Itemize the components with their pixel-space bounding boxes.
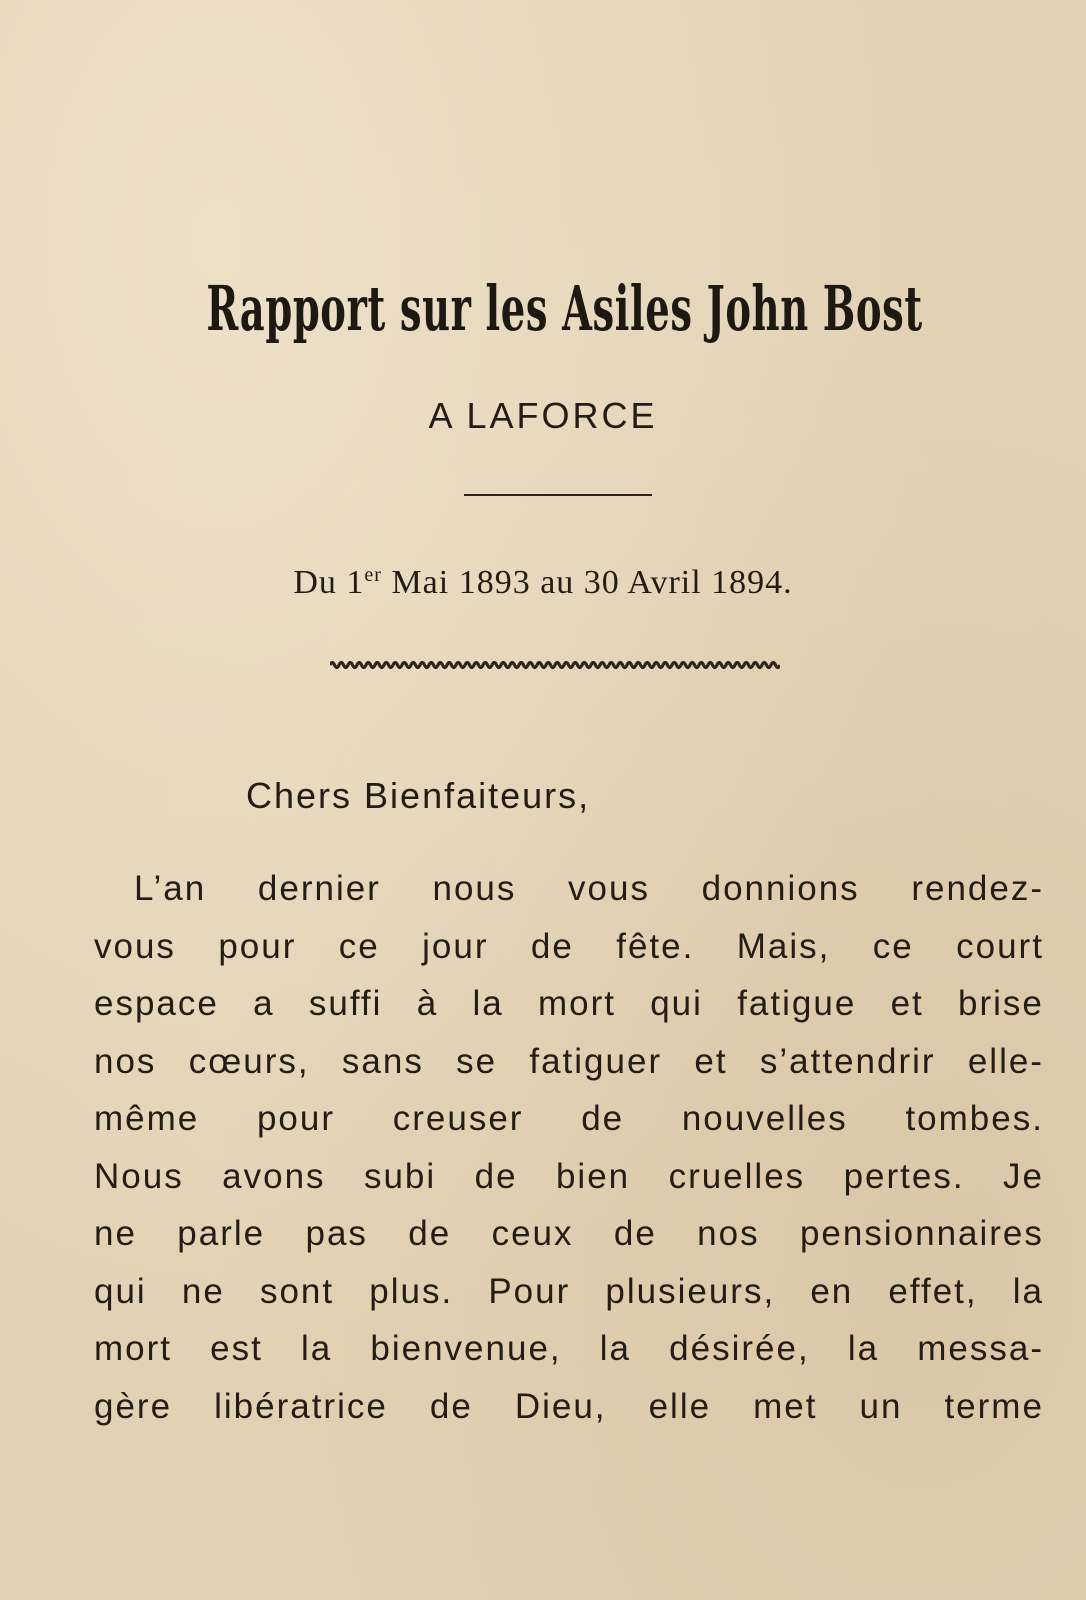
word: et <box>694 1041 728 1081</box>
word: suffi <box>308 984 383 1023</box>
word: fête. <box>616 926 695 966</box>
word: jour <box>422 926 489 966</box>
text-line <box>94 1320 1044 1378</box>
word: ne <box>94 1214 137 1253</box>
text-line <box>94 1378 1044 1436</box>
word: la <box>847 1329 880 1368</box>
word: cœurs, <box>188 1041 310 1081</box>
word: pensionnaires <box>799 1214 1044 1253</box>
word: L’an <box>134 869 207 908</box>
word: pertes. <box>843 1156 965 1196</box>
word: parle <box>177 1214 266 1253</box>
word: en <box>810 1271 854 1311</box>
date-range <box>0 566 1086 600</box>
word: de <box>429 1386 473 1426</box>
word: plusieurs, <box>605 1271 776 1311</box>
word: désirée, <box>669 1329 810 1368</box>
word: elle <box>648 1386 712 1426</box>
word: sans <box>341 1041 424 1081</box>
text-line <box>94 1033 1044 1091</box>
word: Mais, <box>736 926 831 966</box>
word: vous <box>568 869 650 908</box>
word: et <box>890 984 924 1023</box>
word: bienvenue, <box>370 1329 562 1368</box>
word: dernier <box>257 869 381 908</box>
divider-rule <box>464 494 652 496</box>
word: la <box>1012 1271 1044 1311</box>
word: ce <box>872 926 914 966</box>
word: brise <box>958 984 1044 1023</box>
word: la <box>472 984 504 1023</box>
word: libératrice <box>214 1386 388 1426</box>
word: vous <box>94 926 176 966</box>
word: donnions <box>701 869 860 908</box>
word: qui <box>94 1271 147 1311</box>
word: de <box>581 1099 625 1138</box>
word: de <box>530 926 574 966</box>
word: rendez- <box>911 869 1044 908</box>
word: de <box>474 1156 518 1196</box>
text-line <box>94 1090 1044 1148</box>
page-title: Rapport sur les Asiles John Bost <box>206 272 923 345</box>
text-line <box>94 1263 1044 1321</box>
word: fatigue <box>737 984 857 1023</box>
word: bien <box>555 1156 631 1196</box>
word: nos <box>94 1041 157 1081</box>
word: effet, <box>888 1271 978 1311</box>
word: sont <box>259 1271 335 1311</box>
date-range-prefix: Du 1 <box>293 564 365 601</box>
word: subi <box>363 1156 437 1196</box>
date-range-superscript: er <box>364 564 382 586</box>
word: se <box>456 1041 498 1081</box>
word: court <box>956 926 1044 966</box>
word: nos <box>697 1214 760 1253</box>
word: un <box>859 1386 903 1426</box>
word: de <box>613 1214 657 1253</box>
word: espace <box>94 984 219 1023</box>
word: la <box>300 1329 333 1368</box>
word: elle- <box>967 1041 1044 1081</box>
word: Pour <box>488 1271 571 1311</box>
word: mort <box>537 984 616 1023</box>
word: met <box>753 1386 818 1426</box>
word: qui <box>650 984 703 1023</box>
word: s’attendrir <box>759 1041 936 1081</box>
word: nous <box>432 869 517 908</box>
word: terme <box>944 1386 1044 1426</box>
text-line <box>94 860 1044 918</box>
word: cruelles <box>668 1156 806 1196</box>
word: est <box>210 1329 263 1368</box>
word: Je <box>1003 1156 1044 1196</box>
page-subtitle: A LAFORCE <box>428 395 658 436</box>
salutation: Chers Bienfaiteurs, <box>246 775 591 816</box>
word: pour <box>218 926 297 966</box>
word: Dieu, <box>514 1386 607 1426</box>
word: ceux <box>491 1214 574 1253</box>
word: à <box>416 984 439 1023</box>
word: nouvelles <box>681 1099 848 1138</box>
letter-body <box>94 860 1044 1435</box>
word: pour <box>256 1099 336 1138</box>
word: pas <box>305 1214 368 1253</box>
word: plus. <box>369 1271 454 1311</box>
word: même <box>94 1099 200 1138</box>
word: ce <box>338 926 380 966</box>
word: la <box>599 1329 632 1368</box>
word: Nous <box>94 1156 184 1196</box>
word: avons <box>222 1156 326 1196</box>
word: messa- <box>917 1329 1044 1368</box>
word: mort <box>94 1329 172 1368</box>
word: creuser <box>392 1099 524 1138</box>
word: a <box>253 984 275 1023</box>
word: fatiguer <box>529 1041 663 1081</box>
word: tombes. <box>905 1099 1044 1138</box>
word: de <box>408 1214 452 1253</box>
text-line <box>94 918 1044 976</box>
word: ne <box>181 1271 225 1311</box>
date-range-rest: Mai 1893 au 30 Avril 1894. <box>381 564 793 601</box>
text-line <box>94 1205 1044 1263</box>
word: gère <box>94 1386 173 1426</box>
wavy-ornament <box>330 658 780 672</box>
text-line <box>94 975 1044 1033</box>
text-line <box>94 1148 1044 1206</box>
